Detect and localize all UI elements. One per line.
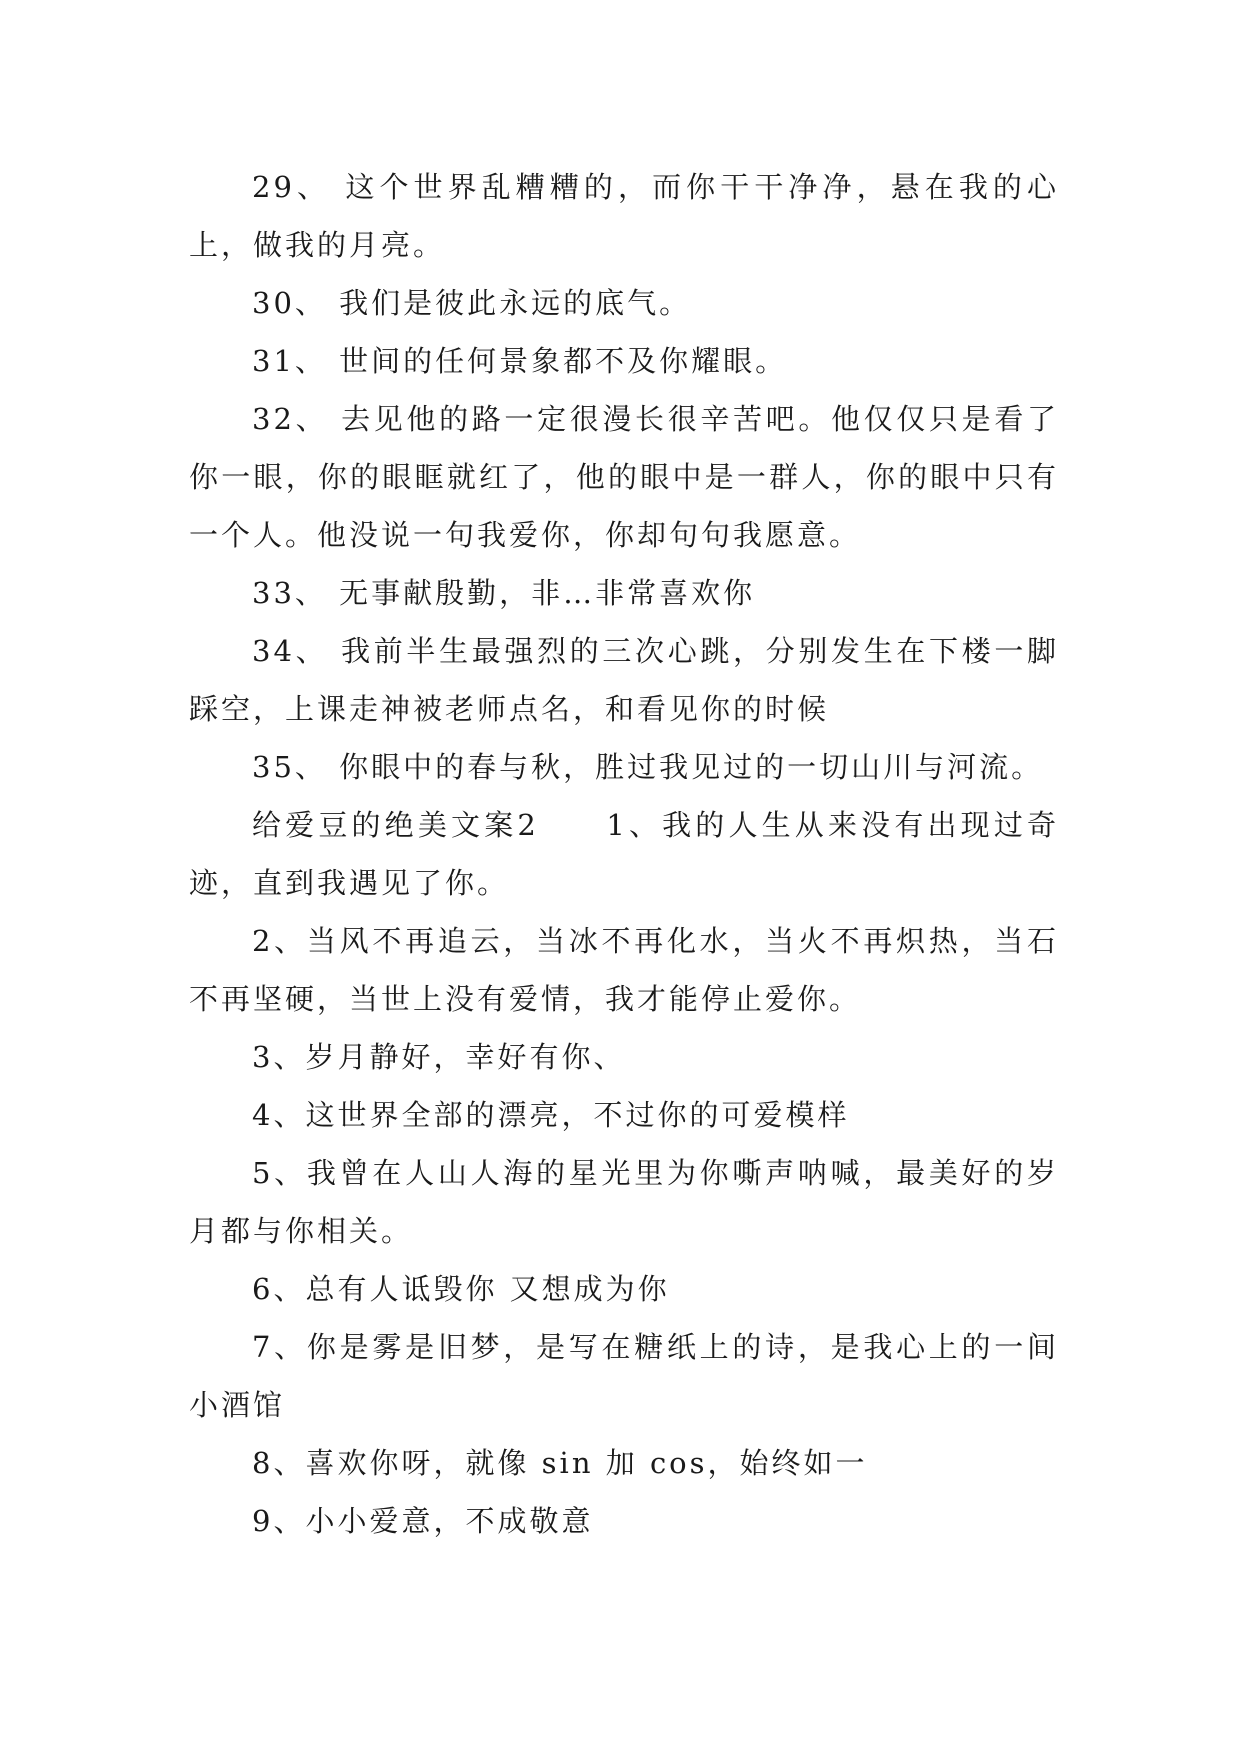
document-body [189,158,1059,1550]
paragraph-9: 9、小小爱意，不成敬意 [252,1504,594,1538]
paragraph-29: 29、 这个世界乱糟糟的，而你干干净净，悬在我的心上，做我的月亮。 [189,170,1059,262]
paragraph-32: 32、 去见他的路一定很漫长很辛苦吧。他仅仅只是看了你一眼，你的眼眶就红了，他的眼中是一群人，你的眼中只有一个人。他没说一句我爱你，你却句句我愿意。 [189,402,1059,552]
paragraph-6: 6、总有人诋毁你 又想成为你 [252,1272,670,1306]
paragraph-35: 35、 你眼中的春与秋，胜过我见过的一切山川与河流。 [252,750,1044,784]
paragraph-5: 5、我曾在人山人海的星光里为你嘶声呐喊，最美好的岁月都与你相关。 [189,1156,1059,1248]
paragraph-3: 3、岁月静好，幸好有你、 [252,1040,626,1074]
paragraph-2: 2、当风不再追云，当冰不再化水，当火不再炽热，当石不再坚硬，当世上没有爱情，我才能停止爱你。 [189,924,1059,1016]
paragraph-7: 7、你是雾是旧梦，是写在糖纸上的诗，是我心上的一间小酒馆 [189,1330,1059,1422]
paragraph-33: 33、 无事献殷勤，非…非常喜欢你 [252,576,756,610]
paragraph-8: 8、喜欢你呀，就像 sin 加 cos，始终如一 [252,1446,868,1480]
paragraph-30: 30、 我们是彼此永远的底气。 [252,286,692,320]
paragraph-31: 31、 世间的任何景象都不及你耀眼。 [252,344,788,378]
paragraph-4: 4、这世界全部的漂亮，不过你的可爱模样 [252,1098,850,1132]
paragraph-34: 34、 我前半生最强烈的三次心跳，分别发生在下楼一脚踩空，上课走神被老师点名，和看见你的时候 [189,634,1059,726]
section-heading-paragraph-1: 给爱豆的绝美文案2 1、我的人生从来没有出现过奇迹，直到我遇见了你。 [189,808,1059,900]
